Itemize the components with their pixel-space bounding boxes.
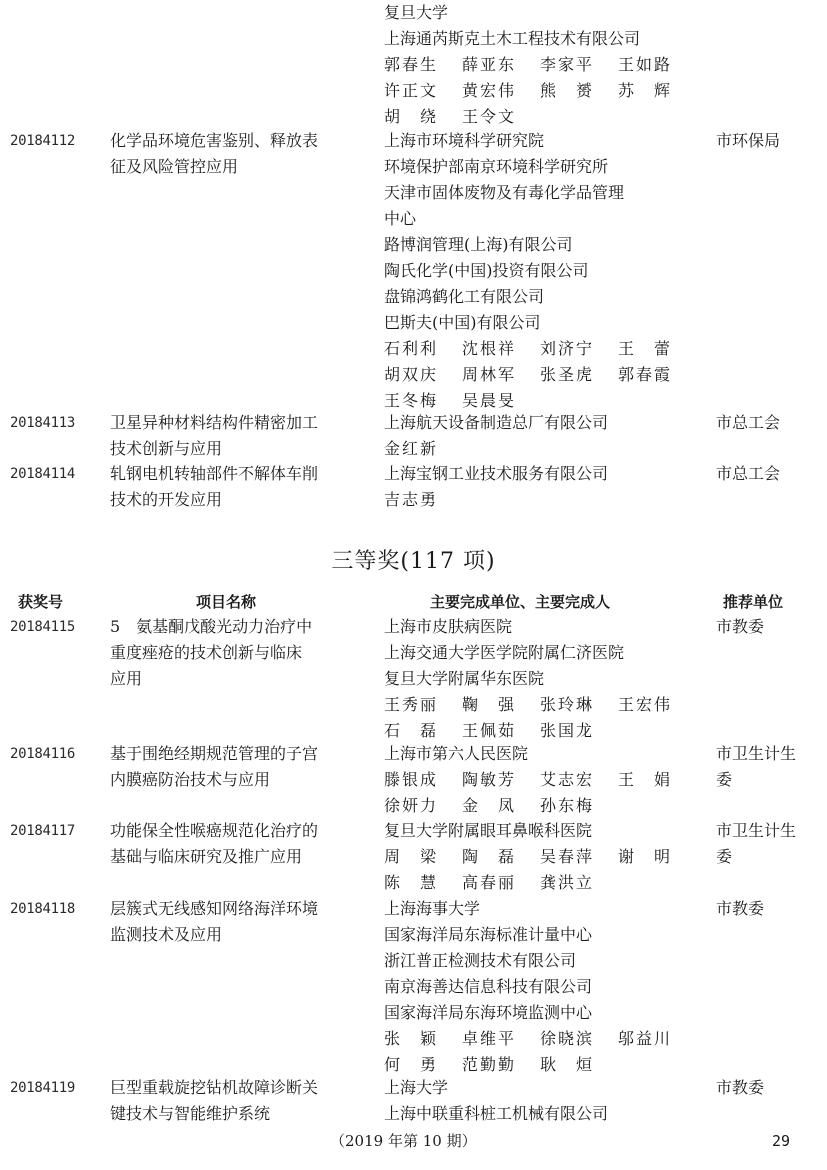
award-entry [0,128,827,414]
unit-line: 陶氏化学(中国)投资有限公司 [384,261,589,280]
completion-units [384,461,704,513]
people-line [384,52,704,78]
person-name: 陈 慧 [384,873,439,892]
person-name: 胡 绕 [384,107,439,126]
person-name: 龚洪立 [540,873,595,892]
people-line [384,362,704,388]
project-name-line: 基于围绝经期规范管理的子宫 [110,744,319,763]
award-number: 20184115 [10,619,76,635]
award-number: 20184118 [10,901,76,917]
recommender-line: 市教委 [716,617,765,636]
project-name-line: 卫星异种材料结构件精密加工 [110,413,319,432]
person-name: 陶 磊 [462,847,517,866]
person-name: 陶敏芳 [462,770,517,789]
person-name: 鞠 强 [462,695,517,714]
completion-units [384,614,704,744]
award-number: 20184114 [10,466,76,482]
project-name [110,741,368,793]
recommender: 市总工会 [716,413,781,432]
unit-line: 国家海洋局东海标准计量中心 [384,925,593,944]
award-number: 20184119 [10,1080,76,1096]
unit-line: 浙江普正检测技术有限公司 [384,951,577,970]
page-number: 29 [772,1132,791,1150]
person-name: 张 颖 [384,1029,439,1048]
project-name [110,1075,368,1127]
project-name-line: 征及风险管控应用 [110,157,239,176]
completion-units [384,896,704,1078]
award-number: 20184112 [10,133,76,149]
person-name: 耿 烜 [540,1055,595,1074]
unit-line: 复旦大学 [384,3,449,22]
person-name: 王 蕾 [618,339,673,358]
person-name: 孙东梅 [540,796,595,815]
person-name: 金 凤 [462,796,517,815]
people-line [384,487,704,513]
recommender [716,1075,816,1101]
person-name: 王冬梅 [384,391,439,410]
unit-line: 上海宝钢工业技术服务有限公司 [384,464,609,483]
person-name: 黄宏伟 [462,81,517,100]
project-name-line: 巨型重载旋挖钻机故障诊断关 [110,1078,319,1097]
issue-label: （2019 年第 10 期） [330,1132,477,1150]
person-name: 王 娟 [618,770,673,789]
project-name-line: 技术的开发应用 [110,490,223,509]
award-number: 20184116 [10,746,76,762]
person-name: 滕银成 [384,770,439,789]
person-name: 徐妍力 [384,796,439,815]
recommender [716,896,816,922]
people-line [384,844,704,870]
unit-line: 天津市固体废物及有毒化学品管理 [384,183,625,202]
header-project-name: 项目名称 [196,593,257,611]
person-name: 王令文 [462,107,517,126]
project-name-line: 键技术与智能维护系统 [110,1104,271,1123]
project-name-line: 重度痤疮的技术创新与临床 [110,643,303,662]
person-name: 许正文 [384,81,439,100]
people-line [384,870,704,896]
unit-line: 上海航天设备制造总厂有限公司 [384,413,609,432]
recommender [716,741,816,793]
person-name: 熊 赟 [540,81,595,100]
unit-line: 上海市环境科学研究院 [384,131,545,150]
continuation-block [0,0,827,130]
person-name: 邬益川 [618,1029,673,1048]
unit-line: 复旦大学附属华东医院 [384,669,545,688]
unit-line: 上海交通大学医学院附属仁济医院 [384,643,625,662]
person-name: 何 勇 [384,1055,439,1074]
unit-line: 南京海善达信息科技有限公司 [384,977,593,996]
unit-line: 上海市皮肤病医院 [384,617,513,636]
unit-line: 盘锦鸿鹤化工有限公司 [384,287,545,306]
recommender-line: 市教委 [716,1078,765,1097]
person-name: 周 梁 [384,847,439,866]
award-entry [0,614,827,744]
project-name [110,896,368,948]
unit-line: 上海通芮斯克土木工程技术有限公司 [384,29,641,48]
table-header [0,590,827,614]
unit-line: 巴斯夫(中国)有限公司 [384,313,541,332]
project-name [110,461,368,513]
project-name [110,614,368,692]
recommender-line: 市卫生计生 [716,744,797,763]
person-name: 吉志勇 [384,490,439,509]
person-name: 周林军 [462,365,517,384]
person-name: 徐晓滨 [540,1029,595,1048]
person-name: 沈根祥 [462,339,517,358]
person-name: 王佩茹 [462,721,517,740]
people-line [384,692,704,718]
award-entry [0,1075,827,1127]
unit-line: 上海中联重科桩工机械有限公司 [384,1104,609,1123]
person-name: 张国龙 [540,721,595,740]
project-name-line: 功能保全性喉癌规范化治疗的 [110,821,319,840]
award-entry [0,461,827,513]
project-name-line: 轧钢电机转轴部件不解体车削 [110,464,319,483]
person-name: 郭春霞 [618,365,673,384]
project-name-line: 基础与临床研究及推广应用 [110,847,303,866]
person-name: 薛亚东 [462,55,517,74]
unit-line: 路博润管理(上海)有限公司 [384,235,573,254]
award-entry [0,818,827,896]
completion-units [384,128,704,414]
person-name: 吴春萍 [540,847,595,866]
person-name: 谢 明 [618,847,673,866]
header-recommender: 推荐单位 [723,593,784,611]
person-name: 范勤勤 [462,1055,517,1074]
project-name [110,410,368,462]
people-line [384,78,704,104]
header-award-number: 获奖号 [18,593,64,611]
completion-units [384,818,704,896]
person-name: 李家平 [540,55,595,74]
project-name-line: 层簇式无线感知网络海洋环境 [110,899,319,918]
unit-line: 中心 [384,209,417,228]
award-entry [0,741,827,819]
person-name: 吴晨旻 [462,391,517,410]
project-name-line: 化学品环境危害鉴别、释放表 [110,131,319,150]
person-name: 王秀丽 [384,695,439,714]
award-entry [0,896,827,1078]
project-name-line: 技术创新与应用 [110,439,223,458]
people-line [384,767,704,793]
unit-line: 国家海洋局东海环境监测中心 [384,1003,593,1022]
person-name: 胡双庆 [384,365,439,384]
award-number: 20184113 [10,415,76,431]
recommender-line: 市教委 [716,899,765,918]
person-name: 石利利 [384,339,439,358]
people-line [384,793,704,819]
person-name: 王宏伟 [618,695,673,714]
people-line [384,104,704,130]
person-name: 苏 辉 [618,81,673,100]
project-name-line: 监测技术及应用 [110,925,223,944]
unit-line: 上海市第六人民医院 [384,744,529,763]
recommender-line: 委 [716,847,733,866]
project-name-line: 内膜癌防治技术与应用 [110,770,271,789]
people-line [384,1026,704,1052]
completion-units [384,741,704,819]
project-name [110,818,368,870]
header-units-people: 主要完成单位、主要完成人 [430,593,611,611]
person-name: 艾志宏 [540,770,595,789]
unit-line: 环境保护部南京环境科学研究所 [384,157,609,176]
continuation-unit-cell [384,0,704,130]
project-name [110,128,368,180]
recommender-line: 市卫生计生 [716,821,797,840]
person-name: 郭春生 [384,55,439,74]
recommender [716,614,816,640]
person-name: 金红新 [384,439,439,458]
unit-line: 复旦大学附属眼耳鼻喉科医院 [384,821,593,840]
unit-line: 上海大学 [384,1078,449,1097]
people-line [384,336,704,362]
people-line [384,436,704,462]
person-name: 石 磊 [384,721,439,740]
person-name: 王如路 [618,55,673,74]
project-name-line: 5 氨基酮戊酸光动力治疗中 [110,617,313,636]
person-name: 卓维平 [462,1029,517,1048]
person-name: 刘济宁 [540,339,595,358]
person-name: 高春丽 [462,873,517,892]
person-name: 张圣虎 [540,365,595,384]
person-name: 张玲琳 [540,695,595,714]
recommender: 市总工会 [716,464,781,483]
recommender: 市环保局 [716,131,781,150]
recommender [716,818,816,870]
award-number: 20184117 [10,823,76,839]
unit-line: 上海海事大学 [384,899,481,918]
completion-units [384,410,704,462]
award-entry [0,410,827,462]
recommender-line: 委 [716,770,733,789]
project-name-line: 应用 [110,669,143,688]
completion-units [384,1075,704,1127]
section-title: 三等奖(117 项) [331,549,496,574]
